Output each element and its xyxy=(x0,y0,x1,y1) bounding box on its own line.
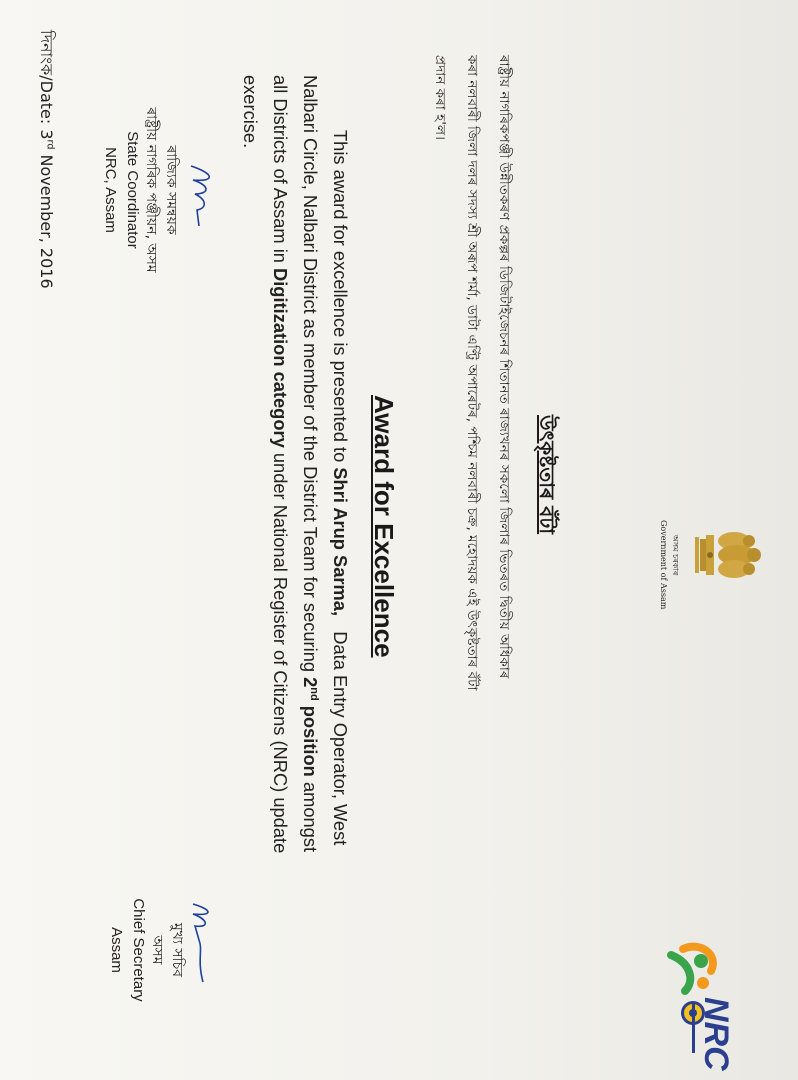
emblem-icon xyxy=(681,525,769,585)
state-coordinator-org: NRC, Assam xyxy=(102,147,119,233)
chief-secretary-state: Assam xyxy=(108,927,125,973)
chief-secretary-title-assamese: মুখ্য সচিব xyxy=(169,922,185,978)
position-suffix: nd xyxy=(308,687,321,701)
english-line-2-text-b: amongst xyxy=(300,776,321,853)
state-emblem xyxy=(659,520,769,610)
date-rest: November, 2016 xyxy=(37,149,56,289)
date-prefix: দিনাংক/Date: 3 xyxy=(37,30,56,140)
nrc-logo-text: NRC xyxy=(697,997,735,1071)
position-word: position xyxy=(300,700,321,777)
state-coordinator-org-assamese: ৰাষ্ট্ৰীয় নাগৰিক পঞ্জীয়ন, অসম xyxy=(143,107,159,273)
award-category: Digitization category xyxy=(270,268,291,448)
chief-secretary-title: Chief Secretary xyxy=(130,898,147,1002)
english-line-1 xyxy=(329,130,351,845)
english-line-3-text-a: all Districts of Assam in xyxy=(270,75,291,269)
certificate-canvas xyxy=(1,0,798,1080)
assamese-line-2: কৰা নলবাৰী জিলা দলৰ সদস্য শ্ৰী অৰূপ শৰ্মা, ডাটা এণ্ট্ৰি অপাৰেটৰ, পশ্চিম নলবাৰী চক্ৰ, মহোদয়ক এই উৎকৃষ্টতাৰ বঁটা xyxy=(464,55,480,691)
certificate-date xyxy=(32,30,59,289)
english-line-3 xyxy=(269,75,291,853)
signature-mark-icon xyxy=(181,160,221,240)
emblem-caption-english: Government of Assam xyxy=(659,520,668,610)
award-title: Award for Excellence xyxy=(369,395,399,658)
awardee-name: Shri Arup Sarma, xyxy=(330,467,351,617)
english-line-4: exercise. xyxy=(240,75,261,149)
assamese-line-3: প্ৰদান কৰা হ'ল। xyxy=(432,55,448,140)
position-ordinal xyxy=(300,677,321,777)
english-line-1-text-b: Data Entry Operator, West xyxy=(330,616,351,846)
assamese-title: উৎকৃষ্টতাৰ বঁটা xyxy=(535,415,559,535)
emblem-caption-assamese: অসম চৰকাৰ xyxy=(671,534,680,576)
assamese-line-1: ৰাষ্ট্ৰীয় নাগৰিকপঞ্জী উন্নীতকৰণ প্ৰকল্পৰ ডিজিটাইজেচনৰ শিতানত ৰাজ্যখনৰ সকলো জিলাৰ ভিতৰত দ্বিতীয় অধিকাৰ xyxy=(496,55,512,679)
state-coordinator-title-assamese: ৰাজ্যিক সমন্বয়ক xyxy=(163,145,179,235)
english-line-3-text-b: under National Register of Citizens (NRC) update xyxy=(270,447,291,854)
chief-secretary-state-assamese: অসম xyxy=(149,935,165,965)
position-number: 2 xyxy=(300,677,321,688)
english-line-2 xyxy=(299,75,321,852)
state-coordinator-title: State Coordinator xyxy=(124,131,141,249)
nrc-logo-rule xyxy=(692,1003,695,1053)
english-line-2-text-a: Nalbari Circle, Nalbari District as member of the District Team for securing xyxy=(300,75,321,678)
date-suffix-sup: rd xyxy=(44,139,56,150)
english-line-1-text-a: This award for excellence is presented to xyxy=(330,130,351,468)
nrc-logo xyxy=(641,935,741,1071)
